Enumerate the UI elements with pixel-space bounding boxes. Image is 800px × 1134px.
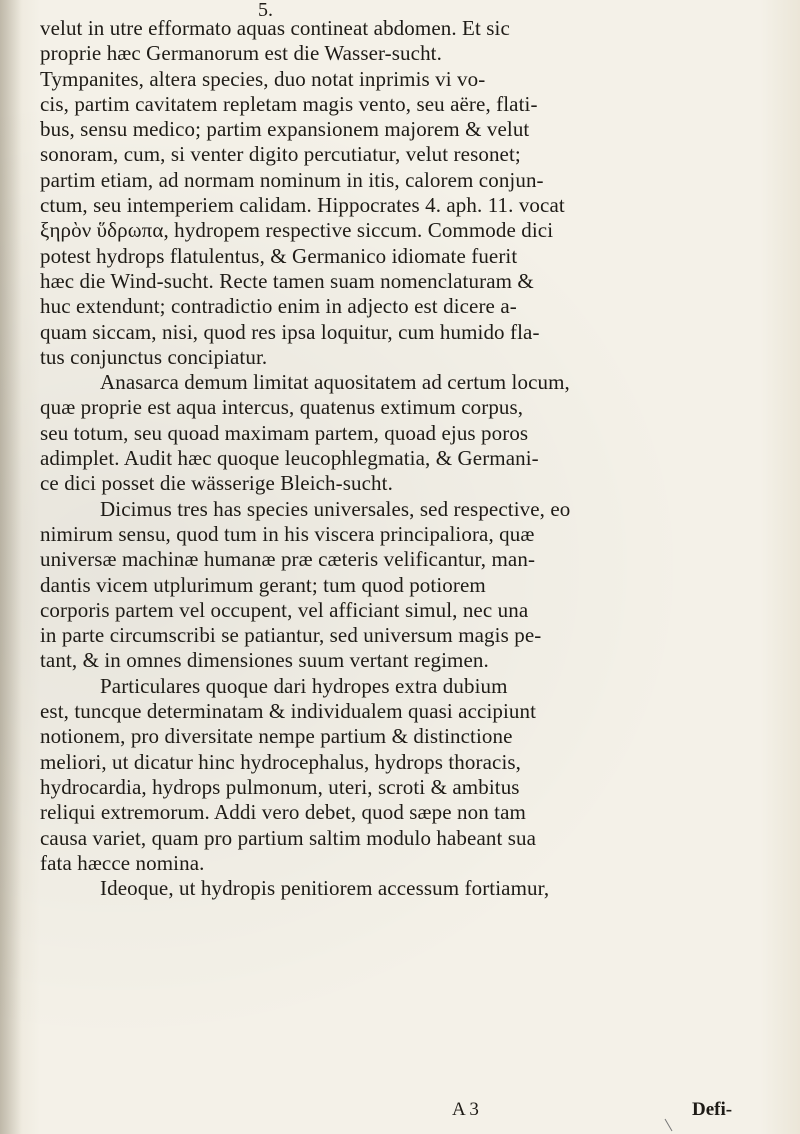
binding-gutter-shadow <box>0 0 22 1134</box>
text-line: Ideoque, ut hydropis penitiorem accessum fortiamur, <box>100 876 550 901</box>
text-line: huc extendunt; contradictio enim in adjecto est dicere a- <box>40 294 517 319</box>
text-line: sonoram, cum, si venter digito percutiatur, velut resonet; <box>40 142 521 167</box>
text-line: adimplet. Audit hæc quoque leucophlegmatia, & Germani- <box>40 446 539 471</box>
text-line: dantis vicem utplurimum gerant; tum quod potiorem <box>40 572 486 597</box>
text-line: quam siccam, nisi, quod res ipsa loquitur, cum humido fla- <box>40 319 540 344</box>
text-line: quæ proprie est aqua intercus, quatenus extimum corpus, <box>40 395 524 420</box>
body-text <box>40 16 760 901</box>
text-line: Anasarca demum limitat aquositatem ad certum locum, <box>100 370 570 395</box>
text-line: ξηρὸν ὕδρωπα, hydropem respective siccum. Commode dici <box>40 218 554 243</box>
text-line: potest hydrops flatulentus, & Germanico idiomate fuerit <box>40 243 518 268</box>
text-line: causa variet, quam pro partium saltim modulo habeant sua <box>40 825 537 850</box>
text-line: velut in utre efformato aquas contineat abdomen. Et sic <box>40 16 510 40</box>
ink-stroke <box>665 1119 673 1132</box>
text-line: nimirum sensu, quod tum in his viscera principaliora, quæ <box>40 521 535 546</box>
text-line: seu totum, seu quoad maximam partem, quoad ejus poros <box>40 420 529 445</box>
text-line: meliori, ut dicatur hinc hydrocephalus, hydrops thoracis, <box>40 749 521 774</box>
text-line: ctum, seu intemperiem calidam. Hippocrates 4. aph. 11. vocat <box>40 193 565 218</box>
text-line: bus, sensu medico; partim expansionem majorem & velut <box>40 117 530 142</box>
text-line: cis, partim cavitatem repletam magis vento, seu aëre, flati- <box>40 91 538 116</box>
text-line: hæc die Wind-sucht. Recte tamen suam nomenclaturam & <box>40 268 534 293</box>
text-line: universæ machinæ humanæ præ cæteris velificantur, man- <box>40 547 536 572</box>
text-line: tant, & in omnes dimensiones suum vertant regimen. <box>40 648 489 673</box>
text-line: Dicimus tres has species universales, sed respective, eo <box>100 496 571 521</box>
signature-mark: A 3 <box>452 1099 479 1120</box>
text-line: Particulares quoque dari hydropes extra dubium <box>100 673 508 698</box>
text-line: corporis partem vel occupent, vel afficiant simul, nec una <box>40 597 529 622</box>
text-line: in parte circumscribi se patiantur, sed universum magis pe- <box>40 623 542 648</box>
text-line: notionem, pro diversitate nempe partium & distinctione <box>40 724 513 749</box>
text-line: fata hæcce nomina. <box>40 850 205 875</box>
text-line: est, tuncque determinatam & individualem quasi accipiunt <box>40 699 537 724</box>
text-line: hydrocardia, hydrops pulmonum, uteri, scroti & ambitus <box>40 774 520 799</box>
text-line: Tympanites, altera species, duo notat inprimis vi vo- <box>40 66 486 91</box>
text-line: proprie hæc Germanorum est die Wasser-sucht. <box>40 41 442 66</box>
text-line: ce dici posset die wässerige Bleich-sucht. <box>40 471 393 496</box>
text-line: partim etiam, ad normam nominum in itis, calorem conjun- <box>40 167 544 192</box>
catchword: Defi- <box>692 1099 733 1120</box>
text-line: reliqui extremorum. Addi vero debet, quod sæpe non tam <box>40 800 526 825</box>
text-line: tus conjunctus concipiatur. <box>40 344 268 369</box>
page-number: 5. <box>258 0 273 21</box>
